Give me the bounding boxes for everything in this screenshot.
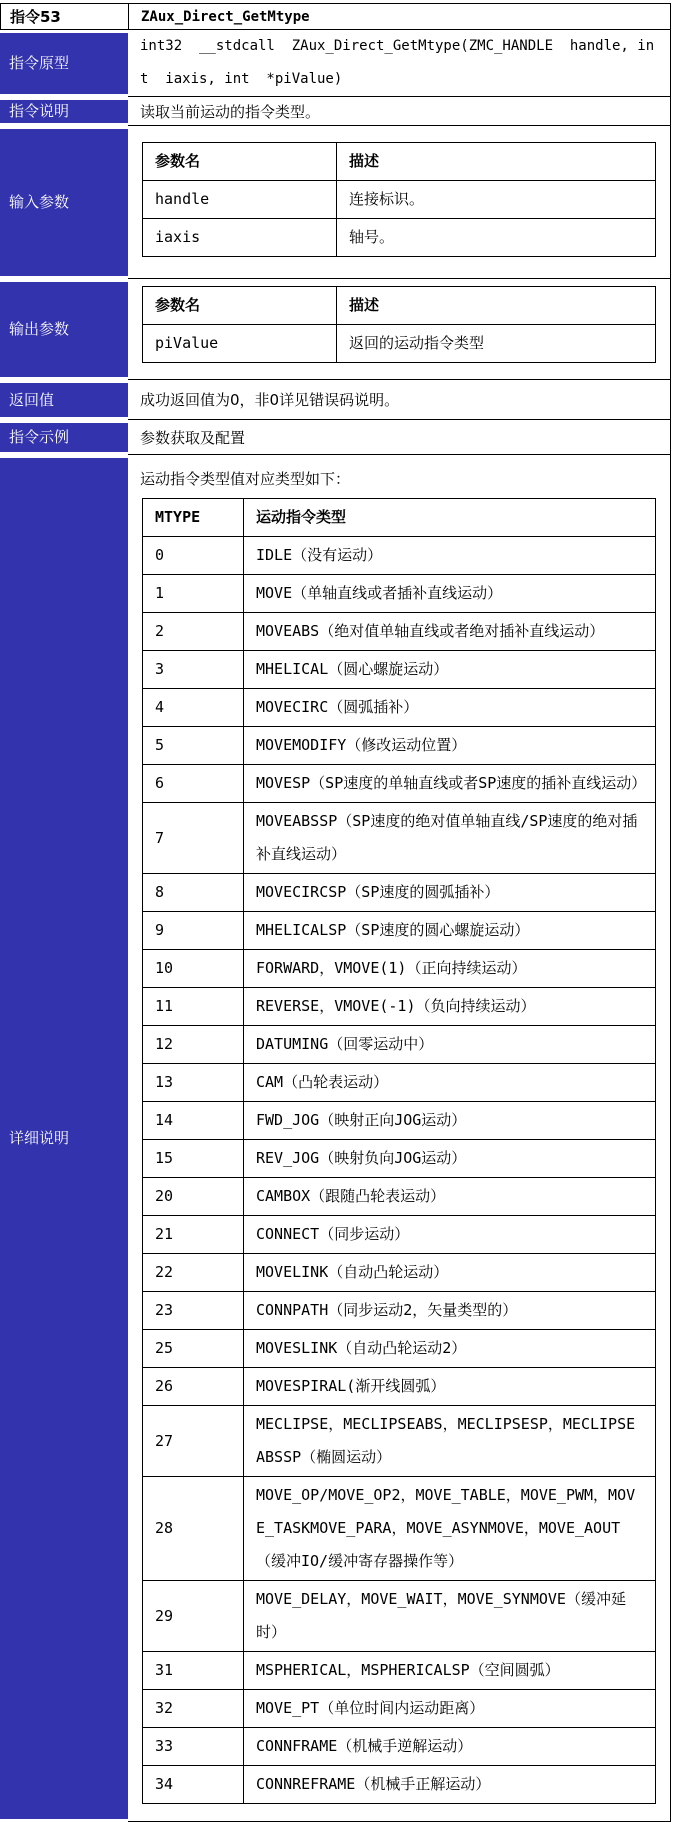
doc-row-input-params — [0, 126, 671, 279]
mtype-value-cell: 27 — [143, 1406, 244, 1477]
table-row — [143, 912, 656, 950]
row-label-prototype: 指令原型 — [0, 30, 128, 97]
table-row — [143, 1690, 656, 1728]
param-name-cell: iaxis — [143, 219, 337, 257]
input-params-table — [142, 142, 656, 257]
param-name-header: 参数名 — [143, 287, 337, 325]
mtype-value-cell: 25 — [143, 1330, 244, 1368]
table-row — [143, 219, 656, 257]
motion-type-cell: MOVE（单轴直线或者插补直线运动） — [244, 575, 656, 613]
table-row — [143, 325, 656, 363]
param-desc-header: 描述 — [337, 143, 656, 181]
prototype-text: int32 __stdcall ZAux_Direct_GetMtype(ZMC_HANDLE handle, int iaxis, int *piValue) — [128, 30, 671, 97]
detail-intro-text: 运动指令类型值对应类型如下： — [140, 470, 351, 488]
table-row — [143, 575, 656, 613]
doc-row-detail — [0, 455, 671, 1822]
row-label-return-value: 返回值 — [0, 380, 128, 420]
table-row — [143, 1216, 656, 1254]
table-row — [143, 1406, 656, 1477]
mtype-value-cell: 10 — [143, 950, 244, 988]
row-label-description: 指令说明 — [0, 97, 128, 126]
table-row — [143, 727, 656, 765]
table-row — [143, 1140, 656, 1178]
doc-row-header — [0, 3, 671, 30]
table-row — [143, 1254, 656, 1292]
mtype-value-cell: 8 — [143, 874, 244, 912]
motion-type-cell: MOVESLINK（自动凸轮运动2） — [244, 1330, 656, 1368]
motion-type-cell: MHELICAL（圆心螺旋运动） — [244, 651, 656, 689]
motion-type-cell: MOVEABS（绝对值单轴直线或者绝对插补直线运动） — [244, 613, 656, 651]
mtype-value-cell: 13 — [143, 1064, 244, 1102]
detail-content — [128, 455, 671, 1822]
mtype-table — [142, 498, 656, 1804]
param-desc-cell: 返回的运动指令类型 — [337, 325, 656, 363]
row-label-input-params: 输入参数 — [0, 126, 128, 279]
motion-type-cell: CONNECT（同步运动） — [244, 1216, 656, 1254]
motion-type-cell: MECLIPSE，MECLIPSEABS，MECLIPSESP，MECLIPSEABSSP（椭圆运动） — [244, 1406, 656, 1477]
motion-type-cell: MOVE_PT（单位时间内运动距离） — [244, 1690, 656, 1728]
mtype-value-cell: 5 — [143, 727, 244, 765]
table-row — [143, 765, 656, 803]
motion-type-cell: MOVE_DELAY，MOVE_WAIT，MOVE_SYNMOVE（缓冲延时） — [244, 1581, 656, 1652]
motion-type-header: 运动指令类型 — [244, 499, 656, 537]
motion-type-cell: MOVEMODIFY（修改运动位置） — [244, 727, 656, 765]
doc-row-description — [0, 97, 671, 126]
motion-type-cell: CONNREFRAME（机械手正解运动） — [244, 1766, 656, 1804]
motion-type-cell: FORWARD，VMOVE(1)（正向持续运动） — [244, 950, 656, 988]
param-desc-cell: 轴号。 — [337, 219, 656, 257]
description-text: 读取当前运动的指令类型。 — [128, 97, 671, 126]
table-row — [143, 988, 656, 1026]
row-label-example: 指令示例 — [0, 420, 128, 455]
motion-type-cell: CAMBOX（跟随凸轮表运动） — [244, 1178, 656, 1216]
mtype-value-cell: 28 — [143, 1477, 244, 1581]
mtype-value-cell: 11 — [143, 988, 244, 1026]
motion-type-cell: MOVE_OP/MOVE_OP2，MOVE_TABLE，MOVE_PWM，MOVE_TASKMOVE_PARA，MOVE_ASYNMOVE，MOVE_AOUT（缓冲IO/缓冲寄存器操作等） — [244, 1477, 656, 1581]
table-row — [143, 651, 656, 689]
motion-type-cell: DATUMING（回零运动中） — [244, 1026, 656, 1064]
param-name-cell: piValue — [143, 325, 337, 363]
doc-row-prototype — [0, 30, 671, 97]
motion-type-cell: MOVECIRCSP（SP速度的圆弧插补） — [244, 874, 656, 912]
mtype-value-cell: 14 — [143, 1102, 244, 1140]
table-row — [143, 689, 656, 727]
mtype-value-cell: 15 — [143, 1140, 244, 1178]
motion-type-cell: FWD_JOG（映射正向JOG运动） — [244, 1102, 656, 1140]
motion-type-cell: MOVEABSSP（SP速度的绝对值单轴直线/SP速度的绝对插补直线运动） — [244, 803, 656, 874]
table-row — [143, 1477, 656, 1581]
table-row — [143, 1330, 656, 1368]
table-row — [143, 1102, 656, 1140]
param-name-header: 参数名 — [143, 143, 337, 181]
doc-row-return-value — [0, 380, 671, 420]
row-label-output-params: 输出参数 — [0, 279, 128, 380]
mtype-value-cell: 31 — [143, 1652, 244, 1690]
table-row — [143, 1368, 656, 1406]
motion-type-cell: MOVESPIRAL(渐开线圆弧） — [244, 1368, 656, 1406]
mtype-value-cell: 26 — [143, 1368, 244, 1406]
mtype-value-cell: 1 — [143, 575, 244, 613]
mtype-value-cell: 34 — [143, 1766, 244, 1804]
table-row — [143, 1581, 656, 1652]
mtype-value-cell: 33 — [143, 1728, 244, 1766]
motion-type-cell: MOVELINK（自动凸轮运动） — [244, 1254, 656, 1292]
table-row — [143, 613, 656, 651]
motion-type-cell: REVERSE，VMOVE(-1)（负向持续运动） — [244, 988, 656, 1026]
instruction-name-cell: ZAux_Direct_GetMtype — [128, 3, 671, 30]
motion-type-cell: MSPHERICAL，MSPHERICALSP（空间圆弧） — [244, 1652, 656, 1690]
table-row — [143, 1026, 656, 1064]
mtype-value-cell: 23 — [143, 1292, 244, 1330]
table-row — [143, 1728, 656, 1766]
mtype-value-cell: 2 — [143, 613, 244, 651]
table-row — [143, 1766, 656, 1804]
param-desc-cell: 连接标识。 — [337, 181, 656, 219]
table-row — [143, 537, 656, 575]
table-row — [143, 181, 656, 219]
param-name-cell: handle — [143, 181, 337, 219]
doc-row-output-params — [0, 279, 671, 380]
mtype-value-cell: 6 — [143, 765, 244, 803]
doc-row-example — [0, 420, 671, 455]
row-label-detail: 详细说明 — [0, 455, 128, 1822]
mtype-value-cell: 9 — [143, 912, 244, 950]
param-desc-header: 描述 — [337, 287, 656, 325]
mtype-value-cell: 12 — [143, 1026, 244, 1064]
mtype-value-cell: 3 — [143, 651, 244, 689]
motion-type-cell: IDLE（没有运动） — [244, 537, 656, 575]
mtype-value-cell: 7 — [143, 803, 244, 874]
instruction-id-cell: 指令53 — [0, 3, 128, 30]
motion-type-cell: MOVECIRC（圆弧插补） — [244, 689, 656, 727]
mtype-header: MTYPE — [143, 499, 244, 537]
table-header-row — [143, 143, 656, 181]
motion-type-cell: MOVESP（SP速度的单轴直线或者SP速度的插补直线运动） — [244, 765, 656, 803]
mtype-value-cell: 32 — [143, 1690, 244, 1728]
motion-type-cell: CAM（凸轮表运动） — [244, 1064, 656, 1102]
table-header-row — [143, 287, 656, 325]
mtype-value-cell: 20 — [143, 1178, 244, 1216]
table-row — [143, 1064, 656, 1102]
input-params-content — [128, 126, 671, 279]
mtype-value-cell: 22 — [143, 1254, 244, 1292]
table-row — [143, 950, 656, 988]
motion-type-cell: CONNPATH（同步运动2，矢量类型的） — [244, 1292, 656, 1330]
output-params-table — [142, 286, 656, 363]
table-row — [143, 1652, 656, 1690]
table-row — [143, 1178, 656, 1216]
motion-type-cell: REV_JOG（映射负向JOG运动） — [244, 1140, 656, 1178]
return-value-text: 成功返回值为0，非0详见错误码说明。 — [128, 380, 671, 420]
table-row — [143, 874, 656, 912]
motion-type-cell: CONNFRAME（机械手逆解运动） — [244, 1728, 656, 1766]
table-header-row — [143, 499, 656, 537]
instruction-doc — [0, 3, 671, 1822]
mtype-value-cell: 4 — [143, 689, 244, 727]
mtype-value-cell: 0 — [143, 537, 244, 575]
table-row — [143, 803, 656, 874]
output-params-content — [128, 279, 671, 380]
example-text: 参数获取及配置 — [128, 420, 671, 455]
table-row — [143, 1292, 656, 1330]
mtype-value-cell: 21 — [143, 1216, 244, 1254]
motion-type-cell: MHELICALSP（SP速度的圆心螺旋运动） — [244, 912, 656, 950]
mtype-value-cell: 29 — [143, 1581, 244, 1652]
